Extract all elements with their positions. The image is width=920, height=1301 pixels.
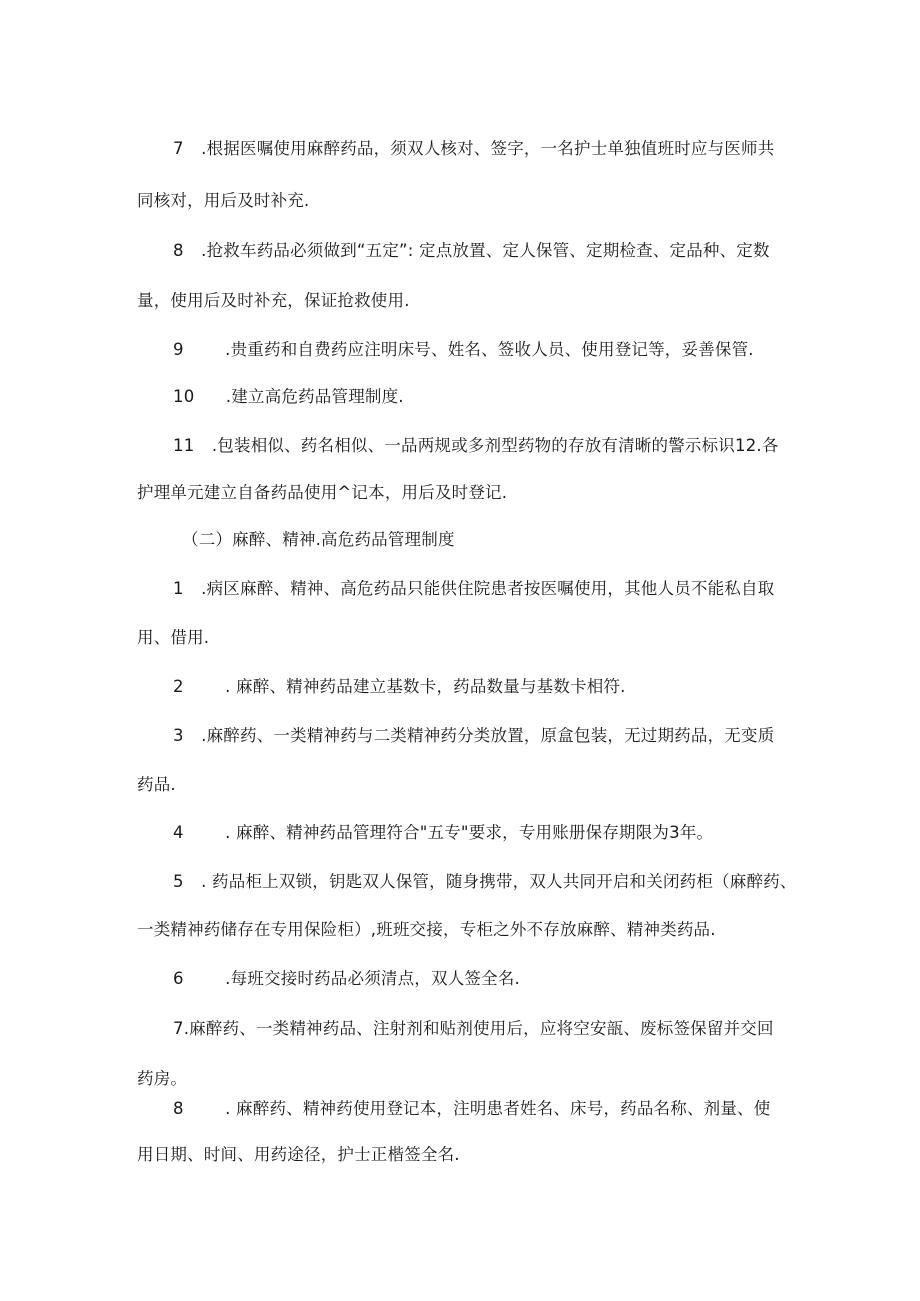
- b-item-8-line-1: [173, 1098, 770, 1120]
- item-text: .麻醉药、一类精神药与二类精神药分类放置，原盒包装，无过期药品，无变质: [201, 726, 775, 745]
- item-number: 4: [173, 823, 184, 842]
- item-text: .每班交接时药品必须清点，双人签全名.: [225, 969, 520, 988]
- item-9: [173, 339, 754, 361]
- b-item-7-line-2: 药房。: [137, 1069, 188, 1088]
- item-number: 3: [173, 726, 184, 745]
- item-text: .包装相似、药名相似、一品两规或多剂型药物的存放有清晰的警示标识12.各: [211, 436, 779, 455]
- b-item-5-line-1: [173, 871, 797, 893]
- item-number: 10: [173, 387, 195, 406]
- item-text: .建立高危药品管理制度.: [225, 387, 404, 406]
- b-item-6: [173, 968, 520, 990]
- item-text: .抢救车药品必须做到“五定”: 定点放置、定人保管、定期检查、定品种、定数: [201, 241, 770, 260]
- item-number: 8: [173, 1099, 184, 1118]
- item-8-line-1: [173, 240, 770, 262]
- item-11-line-2: 护理单元建立自备药品使用^记本，用后及时登记.: [137, 483, 508, 502]
- item-number: 2: [173, 677, 184, 696]
- item-text: .贵重药和自费药应注明床号、姓名、签收人员、使用登记等，妥善保管.: [225, 340, 754, 359]
- item-11-line-1: [173, 435, 779, 457]
- item-number: 5: [173, 872, 184, 891]
- b-item-5-line-2: 一类精神药储存在专用保险柜）,班班交接，专柜之外不存放麻醉、精神类药品.: [137, 920, 716, 939]
- item-text: . 药品柜上双锁，钥匙双人保管，随身携带，双人共同开启和关闭药柜（麻醉药、: [201, 872, 797, 891]
- b-item-3-line-1: [173, 725, 774, 747]
- section-heading: （二）麻醉、精神.高危药品管理制度: [182, 530, 455, 549]
- item-number: 9: [173, 340, 184, 359]
- item-number: 11: [173, 436, 195, 455]
- item-8-line-2: 量，使用后及时补充，保证抢救使用.: [137, 291, 410, 310]
- item-text: . 麻醉、精神药品建立基数卡，药品数量与基数卡相符.: [225, 677, 626, 696]
- b-item-3-line-2: 药品.: [137, 775, 176, 794]
- b-item-2: [173, 676, 626, 698]
- item-number: 8: [173, 241, 184, 260]
- b-item-7-line-1: 7.麻醉药、一类精神药品、注射剂和贴剂使用后，应将空安瓿、废标签保留并交回: [173, 1019, 774, 1038]
- item-number: 1: [173, 579, 184, 598]
- item-text: .病区麻醉、精神、高危药品只能供住院患者按医嘱使用，其他人员不能私自取: [201, 579, 775, 598]
- item-number: 6: [173, 969, 184, 988]
- b-item-1-line-1: [173, 578, 774, 600]
- b-item-1-line-2: 用、借用.: [137, 628, 210, 647]
- item-text: . 麻醉药、精神药使用登记本，注明患者姓名、床号，药品名称、剂量、使: [225, 1099, 771, 1118]
- item-10: [173, 386, 404, 408]
- b-item-4: [173, 822, 713, 844]
- item-7-line-1: [173, 138, 774, 160]
- item-text: .根据医嘱使用麻醉药品，须双人核对、签字，一名护士单独值班时应与医师共: [201, 139, 775, 158]
- b-item-8-line-2: 用日期、时间、用药途径，护士正楷签全名.: [137, 1145, 460, 1164]
- item-number: 7: [173, 139, 184, 158]
- item-text: . 麻醉、精神药品管理符合"五专"要求，专用账册保存期限为3年。: [225, 823, 714, 842]
- item-7-line-2: 同核对，用后及时补充.: [137, 191, 310, 210]
